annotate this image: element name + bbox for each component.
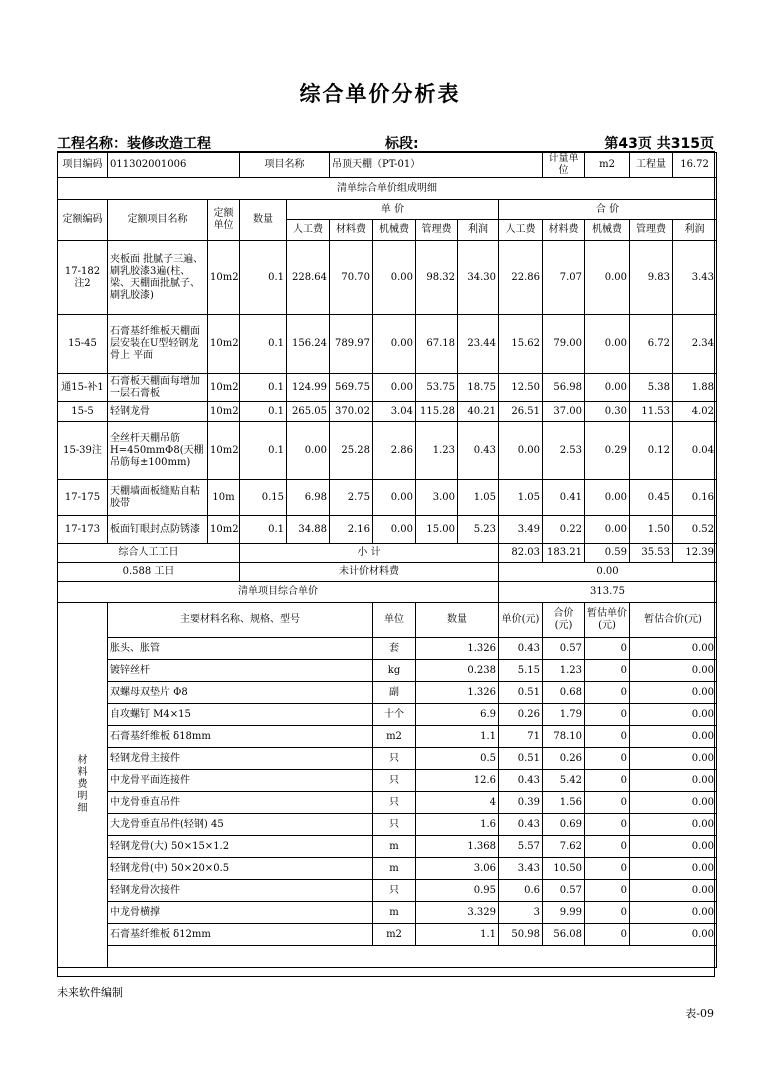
- quota-name: 石膏基纤维板天棚面层安装在U型轻钢龙骨上 平面: [108, 315, 208, 374]
- project-name: 工程名称：装修改造工程: [57, 136, 211, 152]
- mat-total: 1.79: [543, 704, 585, 726]
- material-row: [58, 792, 717, 814]
- quota-t-machine: 0.00: [585, 315, 630, 374]
- mat-unit: m: [373, 858, 416, 880]
- quota-profit: 0.43: [458, 422, 499, 480]
- mat-est-price: 0: [585, 638, 630, 660]
- mat-name: 轻钢龙骨次接件: [108, 880, 373, 902]
- mat-est-price: 0: [585, 902, 630, 924]
- quota-t-profit: 4.02: [673, 402, 717, 422]
- quota-unit: 10m2: [208, 241, 240, 315]
- unit-price-label: 清单项目综合单价: [58, 582, 499, 603]
- mat-est-total: 0.00: [630, 726, 717, 748]
- col-total-profit: 利润: [673, 220, 717, 241]
- col-quota-code: 定额编码: [58, 200, 108, 241]
- mat-unit: m2: [373, 726, 416, 748]
- mat-est-total: 0.00: [630, 836, 717, 858]
- subtotal-machine: 0.59: [585, 544, 630, 563]
- mat-est-price: 0: [585, 660, 630, 682]
- mat-est-total-header: 暂估合价(元): [630, 603, 717, 638]
- quota-unit: 10m2: [208, 516, 240, 544]
- mat-est-total: 0.00: [630, 880, 717, 902]
- subtotal-row: [58, 544, 717, 563]
- col-machine: 机械费: [373, 220, 416, 241]
- material-header-row: [58, 603, 717, 638]
- mat-qty: 1.368: [416, 836, 499, 858]
- material-row: [58, 770, 717, 792]
- mat-est-total: 0.00: [630, 858, 717, 880]
- mat-total: 78.10: [543, 726, 585, 748]
- section-label: 标段:: [385, 136, 419, 152]
- quota-t-labor: 22.86: [499, 241, 543, 315]
- quota-labor: 124.99: [287, 374, 330, 402]
- subtotal-labor: 82.03: [499, 544, 543, 563]
- quota-material: 25.28: [330, 422, 373, 480]
- qty-value: 16.72: [673, 153, 717, 178]
- quota-t-mgmt: 0.45: [630, 480, 673, 516]
- composition-title-row: [58, 178, 717, 200]
- col-total-material: 材料费: [543, 220, 585, 241]
- quota-labor: 0.00: [287, 422, 330, 480]
- mat-total: 0.68: [543, 682, 585, 704]
- quota-mgmt: 115.28: [416, 402, 458, 422]
- quota-t-profit: 3.43: [673, 241, 717, 315]
- material-side-text: 材料费明细: [77, 755, 88, 814]
- quota-row: [58, 374, 717, 402]
- header-row-1: [58, 200, 717, 220]
- mat-qty: 3.329: [416, 902, 499, 924]
- quota-machine: 0.00: [373, 516, 416, 544]
- quota-row: [58, 402, 717, 422]
- mat-est-price: 0: [585, 880, 630, 902]
- mat-price: 3: [499, 902, 543, 924]
- mat-qty: 1.6: [416, 814, 499, 836]
- quota-t-profit: 0.52: [673, 516, 717, 544]
- quota-t-material: 37.00: [543, 402, 585, 422]
- quota-t-mgmt: 6.72: [630, 315, 673, 374]
- mat-est-total: 0.00: [630, 682, 717, 704]
- quota-unit: 10m2: [208, 422, 240, 480]
- quota-t-labor: 1.05: [499, 480, 543, 516]
- info-row: [58, 153, 717, 178]
- quota-mgmt: 67.18: [416, 315, 458, 374]
- material-row: [58, 880, 717, 902]
- mat-est-price: 0: [585, 748, 630, 770]
- quota-t-material: 79.00: [543, 315, 585, 374]
- quota-unit: 10m2: [208, 315, 240, 374]
- mat-name-header: 主要材料名称、规格、型号: [108, 603, 373, 638]
- mat-est-total: 0.00: [630, 814, 717, 836]
- mat-qty: 1.326: [416, 682, 499, 704]
- mat-est-price: 0: [585, 858, 630, 880]
- mat-est-price: 0: [585, 924, 630, 946]
- quota-material: 2.16: [330, 516, 373, 544]
- col-unit-price: 单 价: [287, 200, 499, 220]
- quota-t-mgmt: 9.83: [630, 241, 673, 315]
- mat-est-total: 0.00: [630, 704, 717, 726]
- mat-price: 5.15: [499, 660, 543, 682]
- quota-machine: 0.00: [373, 480, 416, 516]
- mat-price: 0.26: [499, 704, 543, 726]
- mat-total: 10.50: [543, 858, 585, 880]
- mat-name: 石膏基纤维板 δ18mm: [108, 726, 373, 748]
- mat-qty: 1.326: [416, 638, 499, 660]
- col-total-mgmt: 管理费: [630, 220, 673, 241]
- quota-t-mgmt: 1.50: [630, 516, 673, 544]
- material-row: [58, 902, 717, 924]
- mat-price: 3.43: [499, 858, 543, 880]
- quota-mgmt: 15.00: [416, 516, 458, 544]
- mat-est-price-header: 暂估单价(元): [585, 603, 630, 638]
- quota-code: 15-5: [58, 402, 108, 422]
- quota-material: 789.97: [330, 315, 373, 374]
- quota-t-mgmt: 0.12: [630, 422, 673, 480]
- unit-price-value: 313.75: [499, 582, 717, 603]
- quota-machine: 0.00: [373, 241, 416, 315]
- quota-unit: 10m: [208, 480, 240, 516]
- mat-unit: 只: [373, 880, 416, 902]
- col-labor: 人工费: [287, 220, 330, 241]
- quota-t-material: 56.98: [543, 374, 585, 402]
- mat-name: 轻钢龙骨主接件: [108, 748, 373, 770]
- mat-price: 0.43: [499, 770, 543, 792]
- quota-t-material: 0.41: [543, 480, 585, 516]
- mat-total: 56.08: [543, 924, 585, 946]
- mat-est-price: 0: [585, 726, 630, 748]
- mat-price: 71: [499, 726, 543, 748]
- subtotal-profit: 12.39: [673, 544, 717, 563]
- mat-est-total: 0.00: [630, 660, 717, 682]
- mat-unit: kg: [373, 660, 416, 682]
- mat-unit: 十个: [373, 704, 416, 726]
- quota-unit: 10m2: [208, 402, 240, 422]
- quota-t-machine: 0.30: [585, 402, 630, 422]
- mat-unit: 副: [373, 682, 416, 704]
- unpriced-label: 未计价材料费: [240, 563, 499, 582]
- col-mgmt: 管理费: [416, 220, 458, 241]
- quota-t-labor: 0.00: [499, 422, 543, 480]
- quota-t-machine: 0.00: [585, 516, 630, 544]
- mat-qty: 12.6: [416, 770, 499, 792]
- mat-est-total: 0.00: [630, 924, 717, 946]
- mat-total: 0.69: [543, 814, 585, 836]
- col-quantity: 数量: [240, 200, 287, 241]
- mat-name: 轻钢龙骨(大) 50×15×1.2: [108, 836, 373, 858]
- quota-material: 2.75: [330, 480, 373, 516]
- col-profit: 利润: [458, 220, 499, 241]
- col-total: 合 价: [499, 200, 717, 220]
- material-row: [58, 858, 717, 880]
- mat-unit: m2: [373, 924, 416, 946]
- code-label: 项目编码: [58, 153, 108, 178]
- quota-mgmt: 98.32: [416, 241, 458, 315]
- col-total-labor: 人工费: [499, 220, 543, 241]
- mat-est-price: 0: [585, 704, 630, 726]
- quota-name: 轻钢龙骨: [108, 402, 208, 422]
- quota-profit: 1.05: [458, 480, 499, 516]
- mat-est-price: 0: [585, 836, 630, 858]
- quota-name: 夹板面 批腻子三遍、刷乳胶漆3遍(柱、梁、天棚面批腻子、刷乳胶漆): [108, 241, 208, 315]
- mat-name: 大龙骨垂直吊件(轻钢) 45: [108, 814, 373, 836]
- quota-code: 15-45: [58, 315, 108, 374]
- quota-row: [58, 315, 717, 374]
- quota-quantity: 0.1: [240, 241, 287, 315]
- material-side-label: [58, 603, 108, 968]
- mat-total: 9.99: [543, 902, 585, 924]
- composition-title: 清单综合单价组成明细: [58, 178, 717, 200]
- mat-name: 中龙骨垂直吊件: [108, 792, 373, 814]
- quota-profit: 18.75: [458, 374, 499, 402]
- name-label: 项目名称: [240, 153, 330, 178]
- mat-unit: m: [373, 836, 416, 858]
- quota-t-labor: 3.49: [499, 516, 543, 544]
- unpriced-value: 0.00: [499, 563, 717, 582]
- quota-profit: 23.44: [458, 315, 499, 374]
- quota-code: 17-182注2: [58, 241, 108, 315]
- mat-qty: 0.238: [416, 660, 499, 682]
- material-row: [58, 924, 717, 946]
- mat-name: 轻钢龙骨(中) 50×20×0.5: [108, 858, 373, 880]
- quota-code: 17-175: [58, 480, 108, 516]
- quota-t-profit: 0.04: [673, 422, 717, 480]
- mat-qty: 6.9: [416, 704, 499, 726]
- labor-days-value: 0.588 工日: [58, 563, 240, 582]
- quota-machine: 3.04: [373, 402, 416, 422]
- unpriced-row: [58, 563, 717, 582]
- quota-t-machine: 0.29: [585, 422, 630, 480]
- mat-est-price: 0: [585, 682, 630, 704]
- col-total-machine: 机械费: [585, 220, 630, 241]
- quota-t-material: 2.53: [543, 422, 585, 480]
- quota-t-mgmt: 11.53: [630, 402, 673, 422]
- mat-unit: 套: [373, 638, 416, 660]
- mat-blank: [108, 946, 717, 968]
- quota-code: 17-173: [58, 516, 108, 544]
- quota-row: [58, 480, 717, 516]
- mat-price-header: 单价(元): [499, 603, 543, 638]
- code-value: 011302001006: [108, 153, 240, 178]
- quota-row: [58, 516, 717, 544]
- mat-unit: 只: [373, 792, 416, 814]
- quota-code: 通15-补1: [58, 374, 108, 402]
- quota-material: 569.75: [330, 374, 373, 402]
- quota-material: 70.70: [330, 241, 373, 315]
- material-row: [58, 682, 717, 704]
- quota-t-mgmt: 5.38: [630, 374, 673, 402]
- quota-machine: 2.86: [373, 422, 416, 480]
- material-row: [58, 638, 717, 660]
- mat-unit: m: [373, 902, 416, 924]
- analysis-table: [57, 152, 717, 968]
- quota-row: [58, 241, 717, 315]
- col-quota-unit: 定额单位: [208, 200, 240, 241]
- material-row: [58, 748, 717, 770]
- quota-quantity: 0.1: [240, 402, 287, 422]
- material-row: [58, 660, 717, 682]
- mat-est-total: 0.00: [630, 748, 717, 770]
- quota-machine: 0.00: [373, 374, 416, 402]
- mat-est-total: 0.00: [630, 770, 717, 792]
- quota-mgmt: 1.23: [416, 422, 458, 480]
- mat-qty-header: 数量: [416, 603, 499, 638]
- col-quota-name: 定额项目名称: [108, 200, 208, 241]
- mat-total: 1.23: [543, 660, 585, 682]
- mat-qty: 0.95: [416, 880, 499, 902]
- mat-name: 中龙骨横撑: [108, 902, 373, 924]
- mat-name: 中龙骨平面连接件: [108, 770, 373, 792]
- quota-t-machine: 0.00: [585, 374, 630, 402]
- qty-label: 工程量: [630, 153, 673, 178]
- quota-labor: 228.64: [287, 241, 330, 315]
- quota-labor: 6.98: [287, 480, 330, 516]
- unit-value: m2: [585, 153, 630, 178]
- quota-name: 天棚墙面板缝贴自粘胶带: [108, 480, 208, 516]
- quota-profit: 5.23: [458, 516, 499, 544]
- mat-est-total: 0.00: [630, 902, 717, 924]
- quota-unit: 10m2: [208, 374, 240, 402]
- quota-code: 15-39注: [58, 422, 108, 480]
- quota-mgmt: 3.00: [416, 480, 458, 516]
- quota-t-profit: 1.88: [673, 374, 717, 402]
- quota-machine: 0.00: [373, 315, 416, 374]
- material-blank-row: [58, 946, 717, 968]
- quota-quantity: 0.1: [240, 315, 287, 374]
- mat-total: 5.42: [543, 770, 585, 792]
- material-row: [58, 814, 717, 836]
- quota-name: 板面钉眼封点防锈漆: [108, 516, 208, 544]
- mat-price: 0.6: [499, 880, 543, 902]
- mat-qty: 4: [416, 792, 499, 814]
- subtotal-mgmt: 35.53: [630, 544, 673, 563]
- mat-est-price: 0: [585, 792, 630, 814]
- mat-unit: 只: [373, 748, 416, 770]
- quota-quantity: 0.1: [240, 374, 287, 402]
- mat-name: 自攻螺钉 M4×15: [108, 704, 373, 726]
- mat-unit-header: 单位: [373, 603, 416, 638]
- mat-qty: 0.5: [416, 748, 499, 770]
- quota-t-profit: 2.34: [673, 315, 717, 374]
- quota-labor: 34.88: [287, 516, 330, 544]
- quota-labor: 156.24: [287, 315, 330, 374]
- quota-profit: 34.30: [458, 241, 499, 315]
- mat-name: 石膏基纤维板 δ12mm: [108, 924, 373, 946]
- mat-est-price: 0: [585, 814, 630, 836]
- mat-name: 胀头、胀管: [108, 638, 373, 660]
- quota-name: 全丝杆天棚吊筋H=450mmΦ8(天棚吊筋每±100mm): [108, 422, 208, 480]
- mat-est-total: 0.00: [630, 792, 717, 814]
- quota-t-machine: 0.00: [585, 480, 630, 516]
- quota-profit: 40.21: [458, 402, 499, 422]
- quota-row: [58, 422, 717, 480]
- quota-t-labor: 26.51: [499, 402, 543, 422]
- material-row: [58, 704, 717, 726]
- unit-label: 计量单位: [543, 153, 585, 178]
- subtotal-label: 小 计: [240, 544, 499, 563]
- mat-total: 0.26: [543, 748, 585, 770]
- form-number: 表-09: [685, 1007, 714, 1020]
- mat-price: 0.43: [499, 814, 543, 836]
- mat-price: 0.51: [499, 682, 543, 704]
- mat-price: 0.51: [499, 748, 543, 770]
- labor-day-label: 综合人工工日: [58, 544, 240, 563]
- page-title: 综合单价分析表: [299, 82, 461, 106]
- material-row: [58, 726, 717, 748]
- quota-quantity: 0.15: [240, 480, 287, 516]
- mat-total: 0.57: [543, 880, 585, 902]
- mat-name: 镀锌丝杆: [108, 660, 373, 682]
- mat-total-header: 合价(元): [543, 603, 585, 638]
- name-value: 吊顶天棚（PT-01）: [330, 153, 543, 178]
- quota-name: 石膏板天棚面每增加一层石膏板: [108, 374, 208, 402]
- software-note: 未来软件编制: [57, 986, 123, 999]
- quota-t-material: 0.22: [543, 516, 585, 544]
- quota-t-material: 7.07: [543, 241, 585, 315]
- mat-qty: 1.1: [416, 924, 499, 946]
- mat-price: 0.39: [499, 792, 543, 814]
- mat-unit: 只: [373, 770, 416, 792]
- mat-name: 双螺母双垫片 Φ8: [108, 682, 373, 704]
- quota-quantity: 0.1: [240, 422, 287, 480]
- unit-price-row: [58, 582, 717, 603]
- subtotal-material: 183.21: [543, 544, 585, 563]
- quota-t-machine: 0.00: [585, 241, 630, 315]
- mat-price: 0.43: [499, 638, 543, 660]
- mat-price: 50.98: [499, 924, 543, 946]
- quota-mgmt: 53.75: [416, 374, 458, 402]
- quota-material: 370.02: [330, 402, 373, 422]
- mat-est-total: 0.00: [630, 638, 717, 660]
- quota-t-profit: 0.16: [673, 480, 717, 516]
- mat-est-price: 0: [585, 770, 630, 792]
- mat-qty: 3.06: [416, 858, 499, 880]
- mat-price: 5.57: [499, 836, 543, 858]
- mat-unit: 只: [373, 814, 416, 836]
- quota-t-labor: 12.50: [499, 374, 543, 402]
- quota-t-labor: 15.62: [499, 315, 543, 374]
- mat-total: 0.57: [543, 638, 585, 660]
- quota-quantity: 0.1: [240, 516, 287, 544]
- mat-total: 1.56: [543, 792, 585, 814]
- mat-qty: 1.1: [416, 726, 499, 748]
- col-material: 材料费: [330, 220, 373, 241]
- page-number: 第43页 共315页: [604, 136, 714, 152]
- material-row: [58, 836, 717, 858]
- mat-total: 7.62: [543, 836, 585, 858]
- quota-labor: 265.05: [287, 402, 330, 422]
